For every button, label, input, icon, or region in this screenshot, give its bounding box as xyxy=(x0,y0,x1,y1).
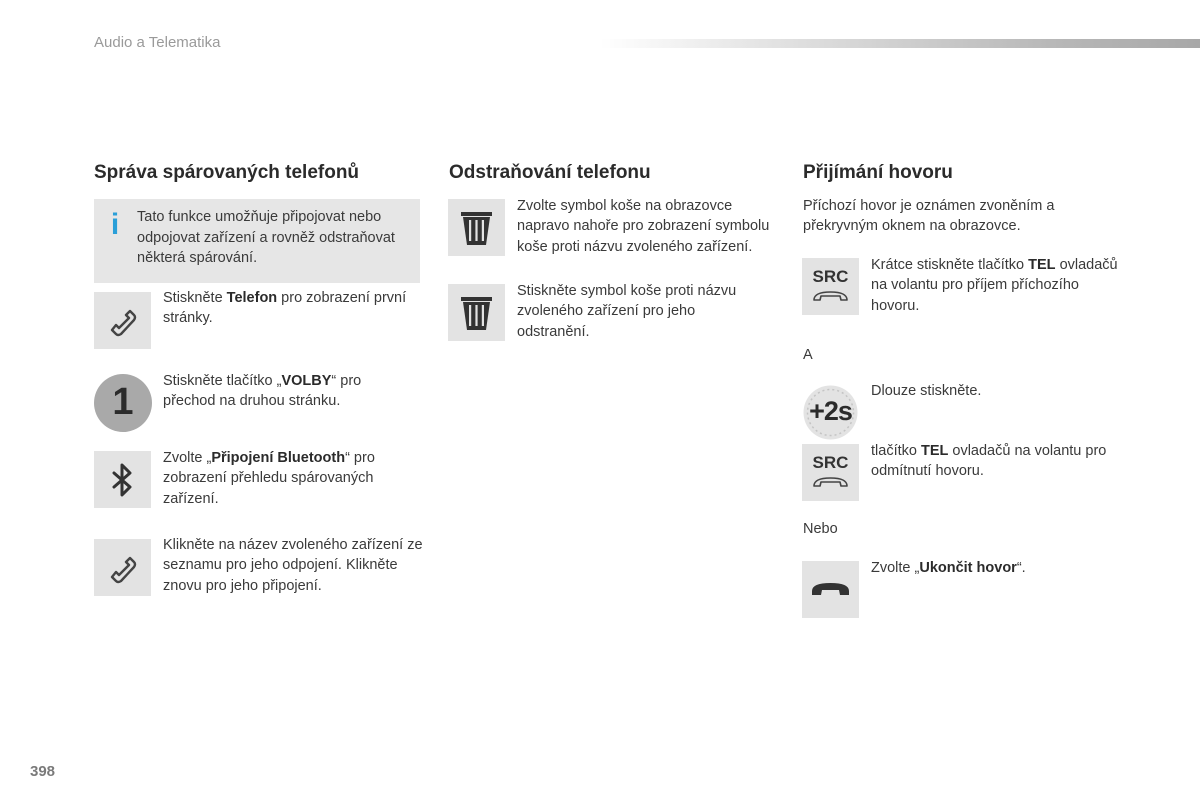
long-press-label: +2s xyxy=(809,396,852,426)
step-text: Stiskněte tlačítko „VOLBY“ pro přechod na druhou stránku. xyxy=(163,373,362,410)
step-text: Klikněte na název zvoleného zařízení ze seznamu pro jeho odpojení. Klikněte znovu pro jeho připojení. xyxy=(163,537,423,594)
info-box xyxy=(94,199,420,283)
hangup-icon xyxy=(802,561,859,618)
step-text: Zvolte „Připojení Bluetooth“ pro zobrazení přehledu spárovaných zařízení. xyxy=(163,450,375,507)
or-text: Nebo xyxy=(803,521,838,537)
phone-icon xyxy=(94,539,151,596)
long-press-icon xyxy=(802,384,859,441)
number-badge-label: 1 xyxy=(112,381,134,423)
src-phone-icon xyxy=(802,258,859,315)
step-text: Stiskněte Telefon pro zobrazení první stránky. xyxy=(163,290,407,327)
intro-text: Příchozí hovor je oznámen zvoněním a překryvným oknem na obrazovce. xyxy=(803,198,1055,235)
heading-receive-call: Přijímání hovoru xyxy=(803,162,953,183)
src-label: SRC xyxy=(812,267,849,286)
src-phone-icon xyxy=(802,444,859,501)
heading-delete-phone: Odstraňování telefonu xyxy=(449,162,651,183)
step-text: Dlouze stiskněte. xyxy=(871,383,982,399)
src-label: SRC xyxy=(812,453,849,472)
header-title: Audio a Telematika xyxy=(94,34,221,51)
step-text: Stiskněte symbol koše proti názvu zvoleného zařízení pro jeho odstranění. xyxy=(517,283,737,340)
number-badge xyxy=(94,374,152,432)
or-text: A xyxy=(803,347,813,363)
heading-paired-phones: Správa spárovaných telefonů xyxy=(94,162,360,183)
step-text: Zvolte „Ukončit hovor“. xyxy=(871,560,1026,576)
bluetooth-icon xyxy=(94,451,151,508)
trash-icon xyxy=(448,199,505,256)
info-text: Tato funkce umožňuje připojovat nebo odpojovat zařízení a rovněž odstraňovat některá spárování. xyxy=(137,209,395,266)
step-text: tlačítko TEL ovladačů na volantu pro odmítnutí hovoru. xyxy=(871,443,1107,480)
step-text: Zvolte symbol koše na obrazovce napravo nahoře pro zobrazení symbolu koše proti názvu zvoleného zařízení. xyxy=(517,198,770,255)
info-icon: i xyxy=(110,208,120,241)
step-text: Krátce stiskněte tlačítko TEL ovladačů na volantu pro příjem příchozího hovoru. xyxy=(871,257,1118,314)
page-number: 398 xyxy=(30,763,56,780)
header-bar xyxy=(600,39,1200,48)
phone-icon xyxy=(94,292,151,349)
trash-icon xyxy=(448,284,505,341)
